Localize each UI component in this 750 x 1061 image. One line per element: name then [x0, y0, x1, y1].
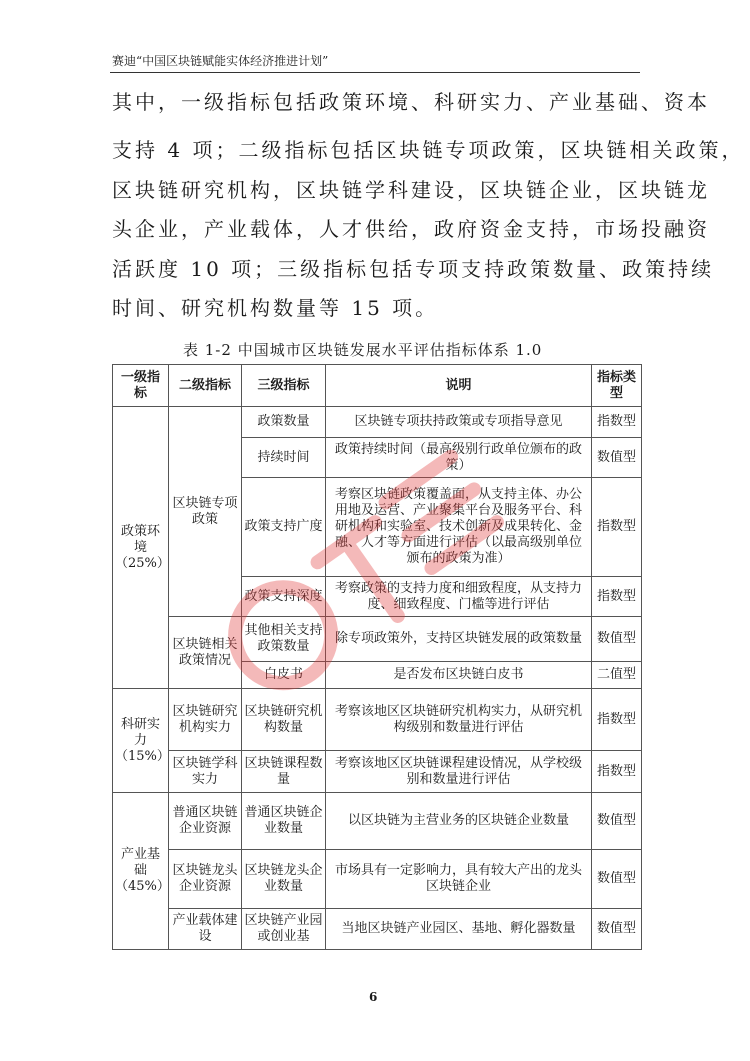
subgroup-special-policy: 区块链专项政策: [169, 407, 242, 617]
indicator-desc: 除专项政策外，支持区块链发展的政策数量: [326, 617, 592, 662]
indicator-type: 指数型: [592, 407, 642, 438]
body-line-1: 其中，一级指标包括政策环境、科研实力、产业基础、资本: [112, 90, 710, 114]
group-industry: 产业基础（45%）: [113, 793, 169, 950]
table-row: [113, 407, 642, 438]
indicator-name: 区块链研究机构数量: [242, 689, 326, 751]
page-number: 6: [369, 990, 378, 1004]
indicator-desc: 考察该地区区块链课程建设情况，从学校级别和数量进行评估: [326, 751, 592, 793]
body-line-5: 活跃度 10 项；三级指标包括专项支持政策数量、政策持续: [112, 257, 715, 281]
header-level3: 三级指标: [242, 365, 326, 407]
indicator-type: 二值型: [592, 662, 642, 689]
header-type: 指标类型: [592, 365, 642, 407]
indicator-type: 指数型: [592, 751, 642, 793]
indicator-desc: 当地区块链产业园区、基地、孵化器数量: [326, 909, 592, 950]
table-row: [113, 689, 642, 751]
group-policy-env: 政策环境（25%）: [113, 407, 169, 689]
indicator-name: 其他相关支持政策数量: [242, 617, 326, 662]
indicator-desc: 以区块链为主营业务的区块链企业数量: [326, 793, 592, 850]
indicator-type: 指数型: [592, 577, 642, 617]
indicator-name: 区块链产业园或创业基: [242, 909, 326, 950]
indicator-name: 政策支持深度: [242, 577, 326, 617]
table-header-row: [113, 365, 642, 407]
indicator-desc: 是否发布区块链白皮书: [326, 662, 592, 689]
table-row: [113, 909, 642, 950]
running-header: 赛迪“中国区块链赋能实体经济推进计划”: [112, 54, 329, 68]
indicator-type: 数值型: [592, 793, 642, 850]
indicator-name: 区块链龙头企业数量: [242, 850, 326, 909]
body-line-6: 时间、研究机构数量等 15 项。: [112, 296, 439, 320]
indicator-desc: 考察区块链政策覆盖面，从支持主体、办公用地及运营、产业聚集平台及服务平台、科研机构和实验室、技术创新及成果转化、金融、人才等方面进行评估（以最高级别单位颁布的政策为准）: [326, 478, 592, 577]
indicator-name: 普通区块链企业数量: [242, 793, 326, 850]
header-level2: 二级指标: [169, 365, 242, 407]
indicator-type: 数值型: [592, 617, 642, 662]
subgroup-enterprise: 普通区块链企业资源: [169, 793, 242, 850]
indicator-desc: 区块链专项扶持政策或专项指导意见: [326, 407, 592, 438]
indicator-type: 数值型: [592, 909, 642, 950]
indicator-desc: 政策持续时间（最高级别行政单位颁布的政策）: [326, 438, 592, 478]
body-line-4: 头企业，产业载体，人才供给，政府资金支持，市场投融资: [112, 217, 710, 241]
indicator-type: 指数型: [592, 478, 642, 577]
indicator-desc: 考察政策的支持力度和细致程度，从支持力度、细致程度、门槛等进行评估: [326, 577, 592, 617]
indicator-name: 政策数量: [242, 407, 326, 438]
header-level1: 一级指标: [113, 365, 169, 407]
subgroup-discipline: 区块链学科实力: [169, 751, 242, 793]
indicator-name: 政策支持广度: [242, 478, 326, 577]
indicator-name: 区块链课程数量: [242, 751, 326, 793]
body-line-3: 区块链研究机构，区块链学科建设，区块链企业，区块链龙: [112, 178, 710, 202]
subgroup-related-policy: 区块链相关政策情况: [169, 617, 242, 689]
indicator-name: 白皮书: [242, 662, 326, 689]
table-row: [113, 850, 642, 909]
table-row: [113, 617, 642, 662]
body-line-2: 支持 4 项；二级指标包括区块链专项政策，区块链相关政策，: [112, 138, 745, 162]
indicator-desc: 市场具有一定影响力，具有较大产出的龙头区块链企业: [326, 850, 592, 909]
indicator-name: 持续时间: [242, 438, 326, 478]
indicator-type: 指数型: [592, 689, 642, 751]
header-divider: [110, 72, 640, 73]
table-caption: 表 1-2 中国城市区块链发展水平评估指标体系 1.0: [183, 341, 543, 359]
table-row: [113, 751, 642, 793]
header-description: 说明: [326, 365, 592, 407]
subgroup-carrier: 产业载体建设: [169, 909, 242, 950]
indicator-table: [112, 364, 642, 950]
group-research: 科研实力（15%）: [113, 689, 169, 793]
subgroup-leading: 区块链龙头企业资源: [169, 850, 242, 909]
table-row: [113, 793, 642, 850]
subgroup-research-inst: 区块链研究机构实力: [169, 689, 242, 751]
indicator-desc: 考察该地区区块链研究机构实力，从研究机构级别和数量进行评估: [326, 689, 592, 751]
indicator-type: 数值型: [592, 438, 642, 478]
indicator-type: 数值型: [592, 850, 642, 909]
